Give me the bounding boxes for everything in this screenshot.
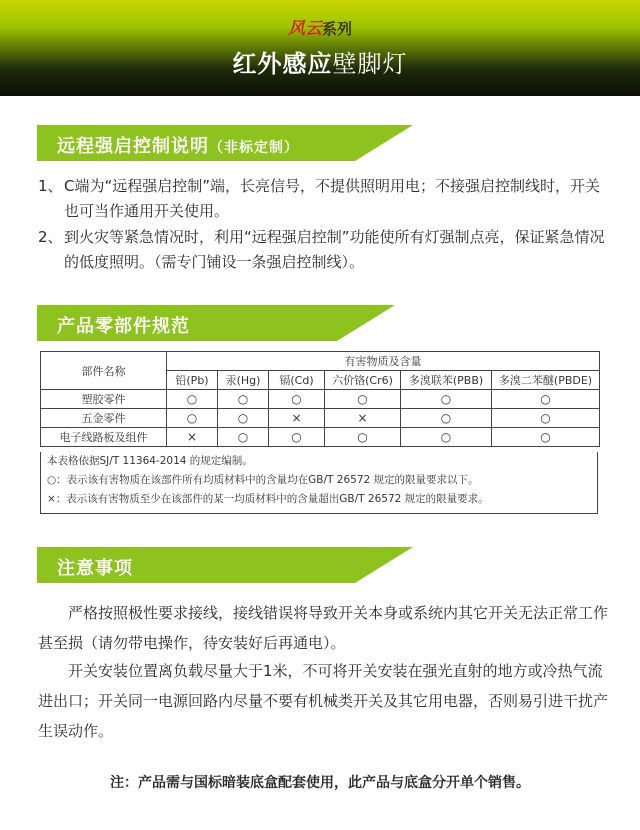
mark-cell: ○	[492, 428, 600, 447]
table-note: ×：表示该有害物质至少在该部件的某一均质材料中的含量超出GB/T 26572 规定的限量要求。	[47, 493, 489, 505]
mark-cell: ○	[218, 409, 269, 428]
mark-cell: ○	[218, 428, 269, 447]
mark-cell: ○	[218, 390, 269, 409]
mark-cell: ○	[401, 428, 492, 447]
item-number: 2、	[38, 228, 63, 246]
section-title: 远程强启控制说明	[57, 136, 209, 157]
mark-cell: ○	[325, 428, 401, 447]
table-header-row	[41, 352, 600, 371]
table-row	[41, 390, 600, 409]
mark-cell: ×	[167, 428, 218, 447]
footnote: 注：产品需与国标暗装底盒配套使用，此产品与底盒分开单个销售。	[110, 775, 530, 791]
mark-cell: ○	[325, 390, 401, 409]
table-notes	[40, 452, 598, 514]
mark-cell: ○	[167, 390, 218, 409]
page-title	[0, 44, 640, 79]
column-header: 镉(Cd)	[269, 371, 325, 390]
title-main: 红外感应	[232, 50, 333, 78]
part-name-header: 部件名称	[41, 352, 167, 390]
section-title-wrap	[57, 132, 299, 158]
item-text: C端为“远程强启控制”端，长亮信号，不提供照明用电；不接强启控制线时，开关也可当作通用开关使用。	[64, 177, 601, 220]
mark-cell: ○	[167, 409, 218, 428]
column-header: 六价铬(Cr6)	[325, 371, 401, 390]
section-title: 产品零部件规范	[57, 316, 190, 337]
banner-arrow	[355, 125, 413, 161]
column-header: 多溴二苯醚(PBDE)	[492, 371, 600, 390]
section-subtitle: （非标定制）	[209, 140, 299, 156]
mark-cell: ×	[325, 409, 401, 428]
mark-cell: ○	[269, 428, 325, 447]
banner-arrow	[337, 305, 395, 341]
item-text: 到火灾等紧急情况时，利用“远程强启控制”功能使所有灯强制点亮，保证紧急情况的低度照明。（需专门铺设一条强启控制线）。	[64, 228, 605, 271]
mark-cell: ○	[269, 390, 325, 409]
substance-group-header: 有害物质及含量	[167, 352, 600, 371]
section-banner-parts-spec	[37, 305, 337, 341]
table-row	[41, 409, 600, 428]
section-title: 注意事项	[57, 558, 133, 579]
hazardous-substance-table	[40, 351, 600, 447]
table-note: ○：表示该有害物质在该部件所有均质材料中的含量均在GB/T 26572 规定的限量要求以下。	[47, 474, 479, 486]
column-header: 汞(Hg)	[218, 371, 269, 390]
column-header: 多溴联苯(PBB)	[401, 371, 492, 390]
brand-logo	[0, 14, 640, 39]
header-banner	[0, 0, 640, 96]
item-number: 1、	[38, 177, 63, 195]
brand-name: 风云	[287, 19, 322, 39]
notice-paragraph: 严格按照极性要求接线，接线错误将导致开关本身或系统内其它开关无法正常工作甚至损（请勿带电操作，待安装好后再通电）。	[38, 604, 609, 652]
mark-cell: ×	[269, 409, 325, 428]
table-note: 本表格依据SJ/T 11364-2014 的规定编制。	[47, 455, 253, 467]
brand-series: 系列	[321, 20, 352, 38]
remote-item-2	[38, 225, 608, 275]
mark-cell: ○	[492, 409, 600, 428]
column-header: 铅(Pb)	[167, 371, 218, 390]
mark-cell: ○	[401, 390, 492, 409]
table-row	[41, 428, 600, 447]
row-part-name: 塑胶零件	[41, 390, 167, 409]
mark-cell: ○	[492, 390, 600, 409]
mark-cell: ○	[401, 409, 492, 428]
banner-arrow	[355, 547, 413, 583]
notice-paragraph: 开关安装位置离负载尽量大于1米，不可将开关安装在强光直射的地方或冷热气流进出口；开关同一电源回路内尽量不要有机械类开关及其它用电器，否则易引进干扰产生误动作。	[38, 662, 609, 740]
section-banner-remote-control	[37, 125, 355, 161]
title-suffix: 壁脚灯	[332, 50, 408, 78]
row-part-name: 电子线路板及组件	[41, 428, 167, 447]
section-banner-notice	[37, 547, 355, 583]
remote-item-1	[38, 174, 608, 224]
row-part-name: 五金零件	[41, 409, 167, 428]
